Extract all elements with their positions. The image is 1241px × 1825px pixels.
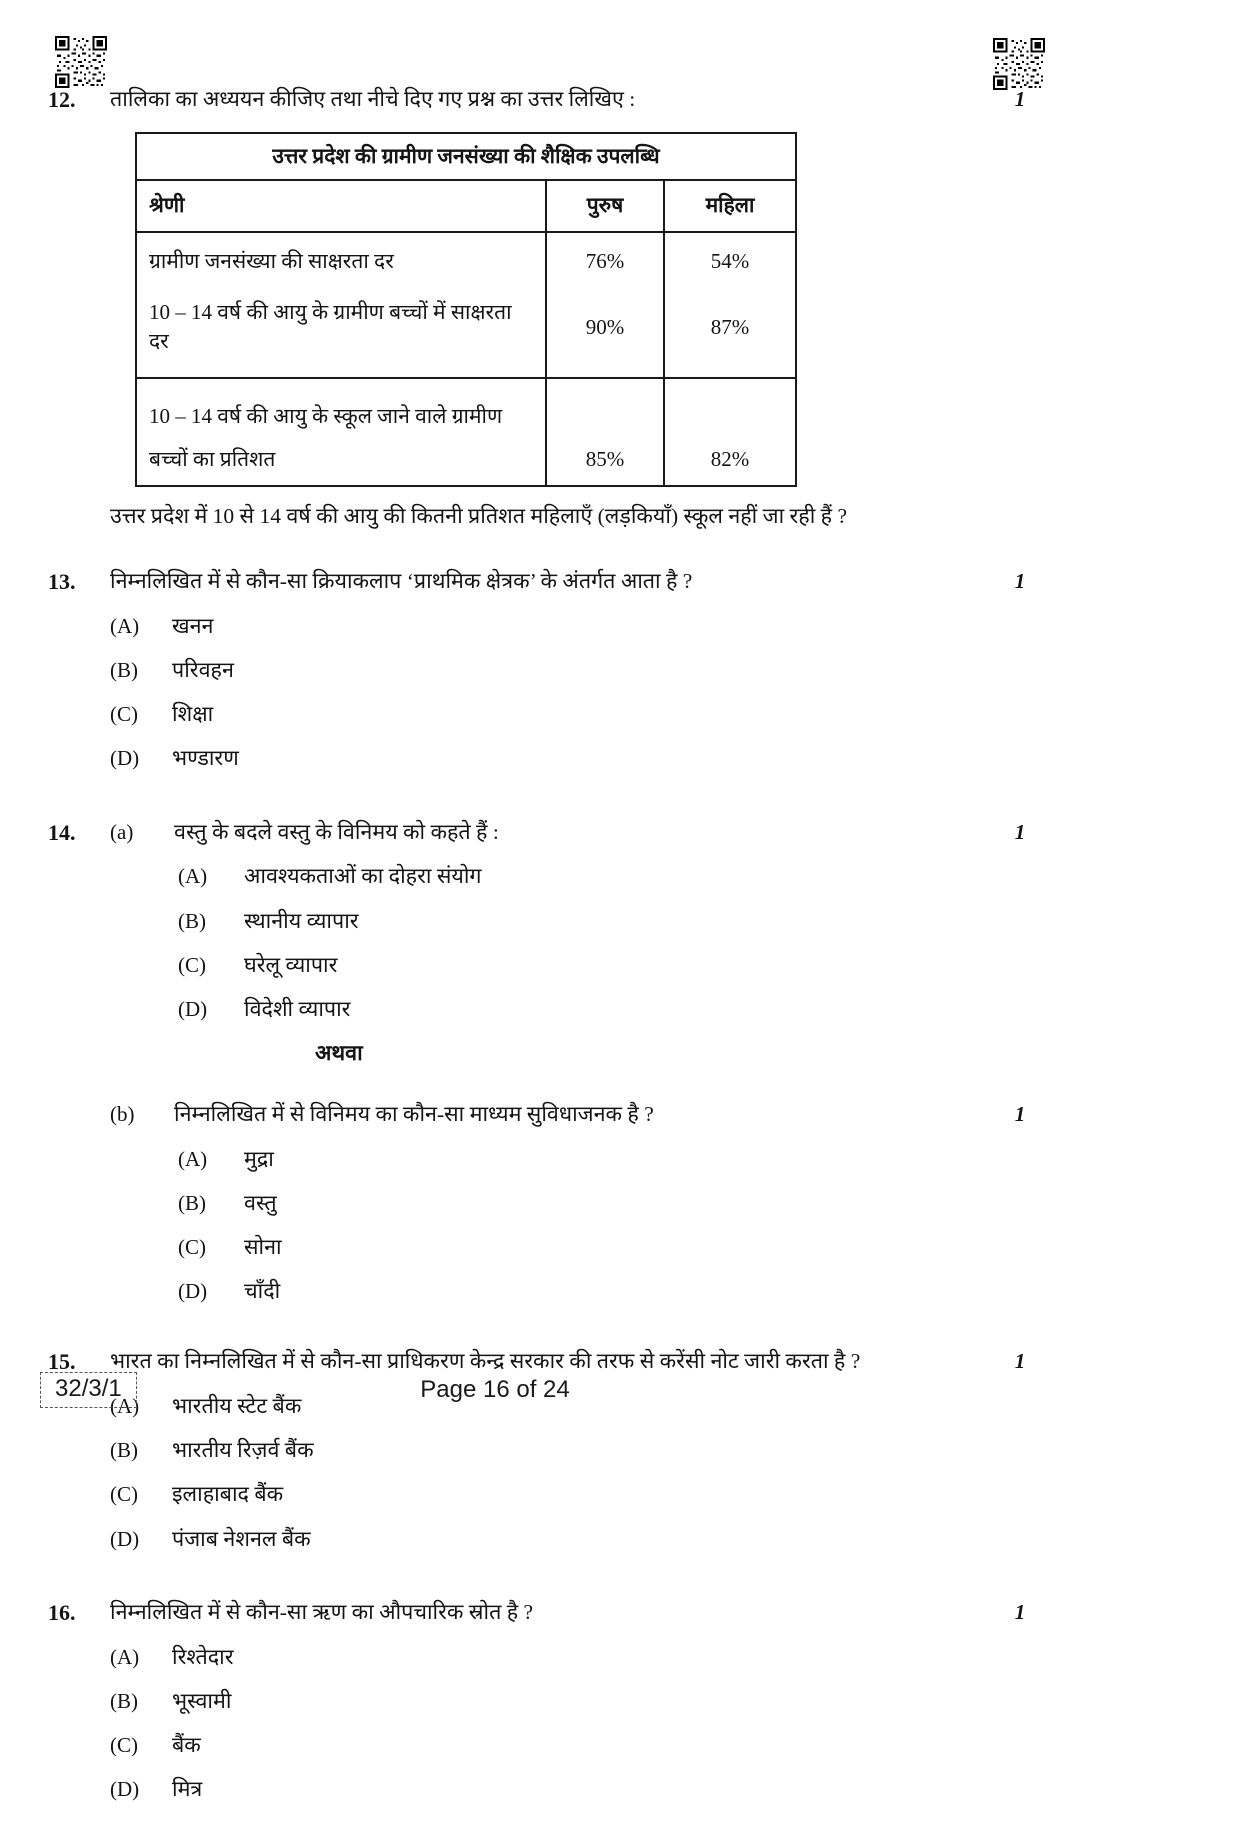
option-b: (B) स्थानीय व्यापार (178, 908, 359, 933)
paper-content (48, 84, 1043, 1825)
question-14-number: 14. (48, 819, 76, 845)
question-14b-marks: 1 (1014, 1102, 1026, 1127)
question-16-number: 16. (48, 1599, 76, 1625)
paper-code-box: 32/3/1 (40, 1372, 137, 1408)
question-14-part-a (48, 817, 1043, 849)
option-b: (B) भारतीय रिज़र्व बैंक (110, 1438, 314, 1463)
table-title-row (136, 133, 796, 180)
row-male-value: 76% (546, 232, 664, 292)
question-14-part-b (48, 1099, 1043, 1130)
question-12-number: 12. (48, 87, 76, 112)
question-15-options (110, 1391, 997, 1555)
question-12-text: तालिका का अध्ययन कीजिए तथा नीचे दिए गए प्रश्न का उत्तर लिखिए : (110, 87, 636, 111)
question-15 (48, 1346, 1043, 1378)
table-row (136, 378, 796, 486)
part-a-label: (a) (110, 819, 134, 844)
question-13 (48, 566, 1043, 598)
column-header-female: महिला (664, 180, 796, 231)
table-title: उत्तर प्रदेश की ग्रामीण जनसंख्या की शैक्षिक उपलब्धि (136, 133, 796, 180)
option-c: (C) घरेलू व्यापार (178, 952, 338, 977)
question-15-number: 15. (48, 1349, 76, 1375)
option-d: (D) विदेशी व्यापार (178, 997, 351, 1021)
row-category: ग्रामीण जनसंख्या की साक्षरता दर (149, 248, 394, 273)
question-14b-text: निम्नलिखित में से विनिमय का कौन-सा माध्यम सुविधाजनक है ? (174, 1102, 654, 1127)
question-14a-marks: 1 (1014, 819, 1026, 844)
row-female-value: 87% (664, 292, 796, 378)
option-b: (B) परिवहन (110, 658, 234, 683)
option-a: (A) खनन (110, 613, 214, 638)
question-15-marks: 1 (1014, 1349, 1026, 1374)
question-12-marks: 1 (1014, 87, 1026, 111)
question-13-marks: 1 (1014, 569, 1026, 594)
row-female-value: 54% (664, 232, 796, 292)
question-12-followup: उत्तर प्रदेश में 10 से 14 वर्ष की आयु की कितनी प्रतिशत महिलाएँ (लड़कियाँ) स्कूल नहीं जा रही हैं ? (110, 503, 847, 528)
qr-code-icon (993, 38, 1045, 90)
question-13-text: निम्नलिखित में से कौन-सा क्रियाकलाप ‘प्राथमिक क्षेत्रक’ के अंतर्गत आता है ? (110, 569, 693, 594)
question-14a-options (178, 861, 997, 1025)
option-c: (C) बैंक (110, 1733, 201, 1758)
option-c: (C) शिक्षा (110, 702, 214, 727)
question-16 (48, 1597, 1043, 1629)
option-a: (A) रिश्तेदार (110, 1644, 234, 1669)
table-header-row (136, 180, 796, 231)
option-c: (C) सोना (178, 1234, 282, 1259)
question-13-number: 13. (48, 569, 76, 595)
row-category: 10 – 14 वर्ष की आयु के ग्रामीण बच्चों में साक्षरता दर (136, 292, 546, 378)
option-d: (D) भण्डारण (110, 746, 239, 771)
row-category: 10 – 14 वर्ष की आयु के स्कूल जाने वाले ग्रामीण बच्चों का प्रतिशत (149, 404, 503, 472)
part-b-label: (b) (110, 1102, 135, 1127)
education-attainment-table (135, 132, 797, 487)
or-separator: अथवा (315, 1041, 363, 1066)
option-b: (B) वस्तु (178, 1190, 277, 1215)
option-c: (C) इलाहाबाद बैंक (110, 1482, 284, 1507)
row-male-value: 85% (546, 378, 664, 486)
question-14b-options (178, 1144, 997, 1308)
qr-code-icon (55, 36, 107, 88)
option-d: (D) पंजाब नेशनल बैंक (110, 1526, 311, 1551)
question-16-options (110, 1642, 997, 1806)
question-13-options (110, 611, 997, 775)
question-16-text: निम्नलिखित में से कौन-सा ऋण का औपचारिक स्रोत है ? (110, 1599, 534, 1624)
question-16-marks: 1 (1014, 1599, 1026, 1624)
option-b: (B) भूस्वामी (110, 1688, 232, 1713)
table-row (136, 292, 796, 378)
question-14a-text: वस्तु के बदले वस्तु के विनिमय को कहते हैं : (174, 819, 499, 844)
table-row (136, 232, 796, 292)
option-d: (D) चाँदी (178, 1279, 281, 1304)
option-d: (D) मित्र (110, 1777, 203, 1802)
question-12 (48, 84, 1043, 116)
page-number: Page 16 of 24 (420, 1376, 570, 1403)
column-header-category: श्रेणी (136, 180, 546, 231)
option-a: (A) भारतीय स्टेट बैंक (110, 1394, 302, 1419)
option-a: (A) आवश्यकताओं का दोहरा संयोग (178, 864, 482, 889)
column-header-male: पुरुष (546, 180, 664, 231)
row-female-value: 82% (664, 378, 796, 486)
question-15-text: भारत का निम्नलिखित में से कौन-सा प्राधिकरण केन्द्र सरकार की तरफ से करेंसी नोट जारी करता है ? (110, 1349, 861, 1374)
row-male-value: 90% (546, 292, 664, 378)
option-a: (A) मुद्रा (178, 1146, 274, 1171)
